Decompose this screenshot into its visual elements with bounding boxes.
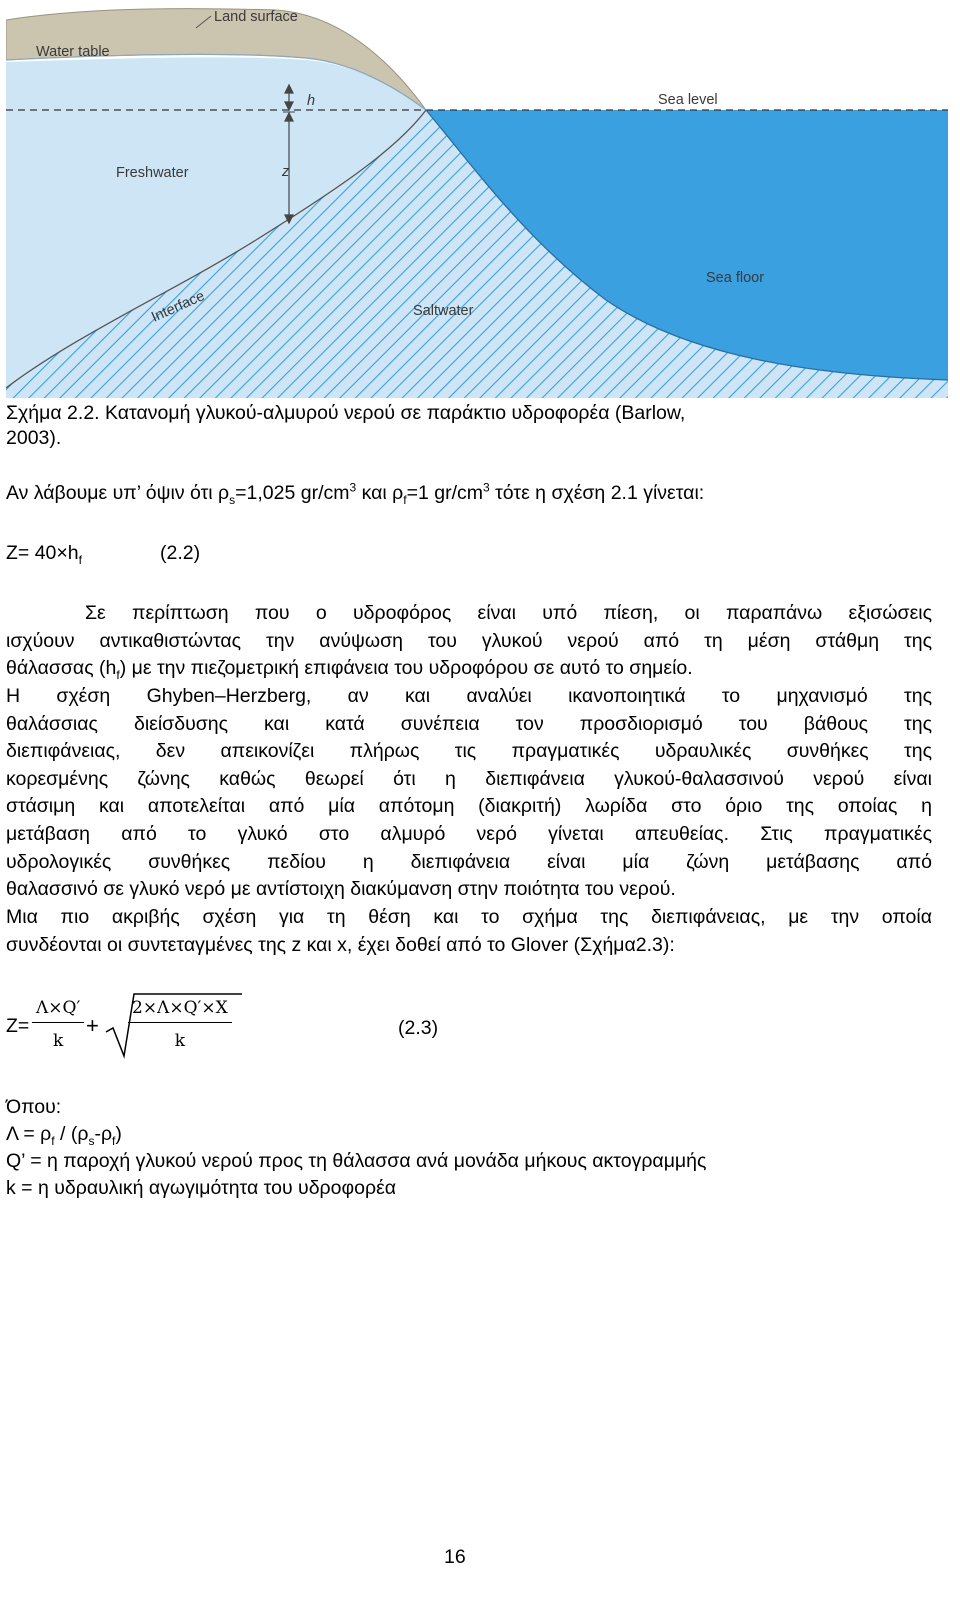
eq23-fraction1: $\frac{\Lambda\times Q'}{k}$ <box>32 998 84 1051</box>
water-table-label: Water table <box>36 44 110 60</box>
eq23-plus: + <box>86 1013 99 1038</box>
sea-floor-label: Sea floor <box>706 270 765 286</box>
equation-2-2-number: (2.2) <box>160 542 201 564</box>
where-label: Όπου: <box>6 1096 62 1118</box>
z-label: z <box>282 164 290 180</box>
paragraph-glover: Μια πιο ακριβής σχέση για τη θέση και το σχήμα της διεπιφάνειας, με την οποία συνδέονται οι συντεταγμένες της z και x, έχει δοθεί από το Glover (Σχήμα2.3): <box>6 906 932 956</box>
land-surface-label: Land surface <box>214 9 298 25</box>
paragraph-ghyben-herzberg: Η σχέση Ghyben–Herzberg, αν και αναλύει ικανοποιητικά το μηχανισμό της θαλάσσιας διείσδυσης και κατά συνέπεια τον προσδιορισμό του βάθους της διεπιφάνειας, δεν απεικονίζει πλήρως τις πραγματικές υδραυλικές συνθήκες της κορεσμένης ζώνης καθώς θεωρεί ότι η διεπιφάνεια γλυκού-θαλασσινού νερού είναι στάσιμη και αποτελείται από μία απότομη (διακριτή) λωρίδα στο όριο της οποίας η μετάβαση από το γλυκό στο αλμυρό νερό γίνεται απευθείας. Στις πραγματικές υδρολογικές συνθήκες πεδίου η διεπιφάνεια είναι μία ζώνη μετάβασης από θαλασσινό σε γλυκό νερό με αντίστοιχη διακύμανση στην ποιότητα του νερού. <box>6 685 932 901</box>
figure-caption: Σχήμα 2.2. Κατανομή γλυκού-αλμυρού νερού σε παράκτιο υδροφορέα (Barlow, <box>6 402 686 424</box>
eq23-fraction2: $\frac{2\times\Lambda\times Q'\times X}{k}$ <box>128 998 232 1051</box>
equation-2-3-number: (2.3) <box>398 1017 439 1039</box>
q-definition: Q’ = η παροχή γλυκού νερού προς τη θάλασσα ανά μονάδα μήκους ακτογραμμής <box>6 1150 707 1172</box>
paragraph-confined-aquifer: Σε περίπτωση που ο υδροφόρος είναι υπό πίεση, οι παραπάνω εξισώσεις ισχύουν αντικαθιστώντας την ανύψωση του γλυκού νερού από τη μέση στάθμη της θάλασσας $(h_f)$ με την πιεζομετρική επιφάνεια του υδροφόρου σε αυτό το σημείο. <box>6 602 932 683</box>
lambda-definition: $\Lambda = \rho_f / (\rho_s-\rho_f)$ <box>6 1123 122 1148</box>
figure-caption-line2: 2003). <box>6 427 62 449</box>
assumption-text: Αν λάβουμε υπ’ όψιν ότι $\rho_s=1,025$ $gr/cm^3$ και $\rho_f=1$ $gr/cm^3$ τότε η σχέση 2.1 γίνεται: <box>6 480 705 507</box>
freshwater-label: Freshwater <box>116 165 189 181</box>
interface-label: Interface <box>149 288 208 326</box>
figure-freshwater-saltwater-diagram <box>6 0 954 400</box>
equation-2-2: $Z= 40\times h_f$ <box>6 542 82 567</box>
h-label: h <box>307 93 316 109</box>
eq23-lhs: Z= <box>6 1015 30 1037</box>
sea-level-label: Sea level <box>658 92 718 108</box>
k-definition: k = η υδραυλική αγωγιμότητα του υδροφορέα <box>6 1177 397 1199</box>
saltwater-label: Saltwater <box>413 303 474 319</box>
page-number: 16 <box>444 1546 466 1568</box>
